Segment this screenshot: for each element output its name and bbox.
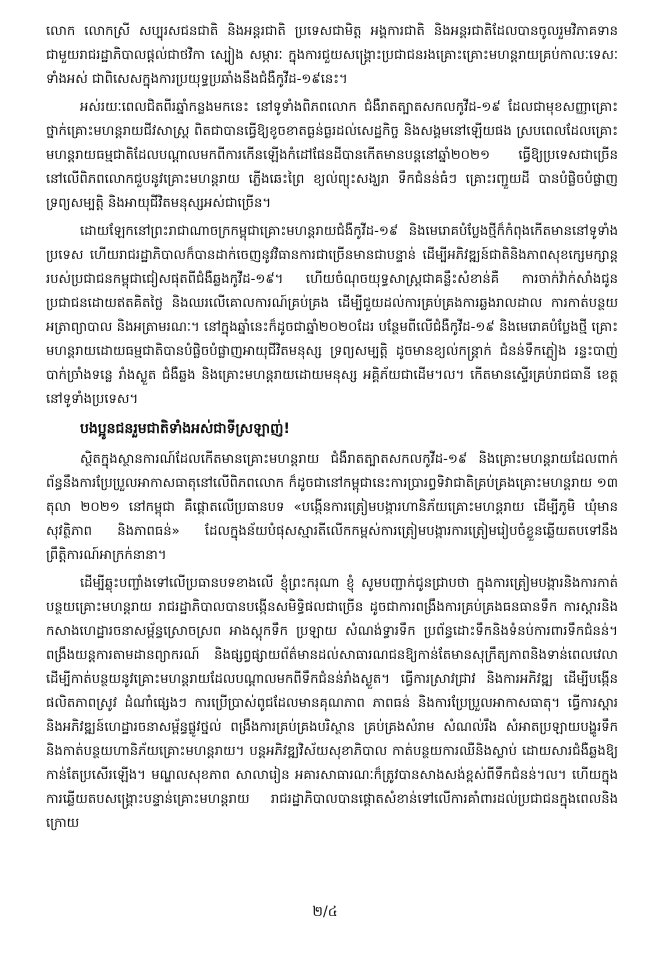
body-paragraph: អស់រយៈពេលជិតពីរឆ្នាំកន្លងមកនេះ នៅទូទាំងពិភពលោក ជំងឺរាតត្បាតសកលកូវីដ-១៩ ដែលជាមុខសញ្ញាគ្រោះថ្នាក់គ្រោះមហន្តរាយជីវសាស្ត្រ ពិតជាបានធ្វើឱ្យខូចខាតធ្ងន់ធ្ងរដល់សេដ្ឋកិច្ច និងសង្គមនៅឡើយផង ស្របពេលដែលគ្រោះមហន្តរាយធម្មជាតិដែលបណ្ដាលមកពីការកើនឡើងកំដៅផែនដីបានកើតមានបន្តនៅឆ្នាំ២០២១ ធ្វើឱ្យប្រទេសជាច្រើននៅលើពិភពលោកជួបនូវគ្រោះមហន្តរាយ ភ្លើងឆេះព្រៃ ខ្យល់ព្យុះសង្ឃរា ទឹកជំនន់ធំៗ គ្រោះរញ្ជួយដី បានបំផ្លិចបំផ្លាញទ្រព្យសម្បត្តិ និងអាយុជីវិតមនុស្សអស់ជាច្រើន។ — [46, 100, 618, 211]
body-paragraph: ដើម្បីឆ្លុះបញ្ចាំងទៅលើប្រធានបទខាងលើ ខ្ញុំព្រះករុណា ខ្ញុំ សូមបញ្ជាក់ជូនជ្រាបថា ក្នុងការត្រៀមបង្ការនិងការកាត់បន្ថយគ្រោះមហន្តរាយ រាជរដ្ឋាភិបាលបានបង្កើនសមិទ្ធិផលជាច្រើន ដូចជាការពង្រឹងការគ្រប់គ្រងធនធានទឹក ការស្តារនិងកសាងហេដ្ឋារចនាសម្ព័ន្ធស្រោចស្រព អាងស្តុកទឹក ប្រឡាយ សំណង់ទ្វារទឹក ប្រព័ន្ធដោះទឹកនិងទំនប់ការពារទឹកជំនន់។ ពង្រឹងយន្តការតាមដានព្យាករណ៍ និងផ្សព្វផ្សាយព័ត៌មានដល់សាធារណជនឱ្យកាន់តែមានសុក្រឹត្យភាពនិងទាន់ពេលវេលា ដើម្បីកាត់បន្ថយនូវគ្រោះមហន្តរាយដែលបណ្ដាលមកពីទឹកជំនន់រាំងស្ងួត។ ធ្វើការស្រាវជ្រាវ និងការអភិវឌ្ឍ ដើម្បីបង្កើនផលិតភាពស្រូវ ដំណាំផ្សេងៗ ការប្រើប្រាស់ពូជដែលមានគុណភាព ភាពធន់ និងការប្រែប្រួលអាកាសធាតុ។ ធ្វើការស្តារ និងអភិវឌ្ឍន៍ហេដ្ឋារចនាសម្ព័ន្ធផ្លូវថ្នល់ ពង្រឹងការគ្រប់គ្រងបរិស្ថាន គ្រប់គ្រងសំរាម សំណល់រឹង សំអាតប្រឡាយបង្ហូរទឹក និងកាត់បន្ថយហានិភ័យគ្រោះមហន្តរាយ។ បន្តអភិវឌ្ឍវិស័យសុខាភិបាល កាត់បន្ថយការឈឺនិងស្លាប់ ដោយសារជំងឺឆ្លងឱ្យកាន់តែប្រសើរឡើង។ មណ្ឌលសុខភាព សាលារៀន អគារសាធារណៈក៏ត្រូវបានសាងសង់ខ្ពស់ពីទឹកជំនន់។ល។ ហើយក្នុងការឆ្លើយតបសង្គ្រោះបន្ទាន់គ្រោះមហន្តរាយ រាជរដ្ឋាភិបាលបានផ្ដោតសំខាន់ទៅលើការគាំពារដល់ប្រជាជនក្នុងពេលនិងក្រោយ — [46, 576, 618, 831]
page-number: ២/៤ — [312, 904, 338, 920]
body-paragraph: ស្ថិតក្នុងស្ថានការណ៍ដែលកើតមានគ្រោះមហន្តរាយ ជំងឺរាតត្បាតសកលកូវីដ-១៩ និងគ្រោះមហន្តរាយដែលពាក់ព័ន្ធនឹងការប្រែប្រួលអាកាសធាតុនៅលើពិភពលោក ក៏ដូចជានៅកម្ពុជានេះការប្រារព្ធទិវាជាតិគ្រប់គ្រងគ្រោះមហន្តរាយ ១៣ តុលា ២០២១ នៅកម្ពុជា គឺផ្ដោតលើប្រធានបទ «បង្កើនការត្រៀមបង្ការហានិភ័យគ្រោះមហន្តរាយ ដើម្បីភូមិ ឃុំមានសុវត្ថិភាព និងភាពធន់» ដែលក្នុងន័យបំផុសស្មារតីលើកកម្ពស់ការត្រៀមបង្ការការត្រៀមរៀបចំខ្លួនឆ្លើយតបទៅនឹងព្រឹត្តិការណ៍អាក្រក់នានា។ — [46, 452, 618, 563]
document-page — [46, 20, 618, 840]
body-paragraph: លោក លោកស្រី សប្បុរសជនជាតិ និងអន្តរជាតិ ប្រទេសជាមិត្ត អង្គការជាតិ និងអន្តរជាតិដែលបានចូលរួមវិភាគទានជាមួយរាជរដ្ឋាភិបាលផ្ដល់ជាថវិកា ស្បៀង សម្ភារៈ ក្នុងការជួយសង្គ្រោះប្រជាជនរងគ្រោះគ្រោះមហន្តរាយគ្រប់កាលៈទេសៈទាំងអស់ ជាពិសេសក្នុងការប្រយុទ្ធប្រឆាំងនឹងជំងឺកូវីដ-១៩នេះ។ — [46, 24, 618, 87]
section-heading: បងប្អូនជនរួមជាតិទាំងអស់ជាទីស្រឡាញ់! — [80, 421, 290, 437]
body-paragraph: ដោយឡែកនៅព្រះរាជាណាចក្រកម្ពុជាគ្រោះមហន្តរាយជំងឺកូវីដ-១៩ និងមេរោគបំប្លែងថ្មីក៏កំពុងកើតមាននៅទូទាំងប្រទេស ហើយរាជរដ្ឋាភិបាលក៏បានដាក់ចេញនូវវិធានការជាច្រើនមានជាបន្ទាន់ ដើម្បីអភិវឌ្ឍន៍ជាតិនិងភាពសុខក្សេមក្សាន្តរបស់ប្រជាជនកម្ពុជាជៀសផុតពីជំងឺឆ្លងកូវីដ-១៩។ ហើយចំណុចយុទ្ធសាស្ត្រជាគន្លឹះសំខាន់គឺ ការចាក់វ៉ាក់សាំងជូនប្រជាជនដោយឥតគិតថ្លៃ និងឈរលើគោលការណ៍គ្រប់គ្រង ដើម្បីជួយដល់ការគ្រប់គ្រងការឆ្លងរាលដាល ការកាត់បន្ថយអត្រាព្យាបាល និងអត្រាមរណៈ។ នៅក្នុងឆ្នាំនេះក៏ដូចជាឆ្នាំ២០២០ដែរ បន្ថែមពីលើជំងឺកូវីដ-១៩ និងមេរោគបំប្លែងថ្មី គ្រោះមហន្តរាយដោយធម្មជាតិបានបំផ្លិចបំផ្លាញអាយុជីវិតមនុស្ស ទ្រព្យសម្បត្តិ ដូចមានខ្យល់កន្ត្រាក់ ជំនន់ទឹកភ្លៀង រន្ទះបាញ់ បាក់ច្រាំងទន្លេ រាំងស្ងួត ជំងឺឆ្លង និងគ្រោះមហន្តរាយដោយមនុស្ស អគ្គិភ័យជាដើម។ល។ កើតមានស្ទើរគ្រប់រាជធានី ខេត្តនៅទូទាំងប្រទេស។ — [46, 224, 618, 407]
